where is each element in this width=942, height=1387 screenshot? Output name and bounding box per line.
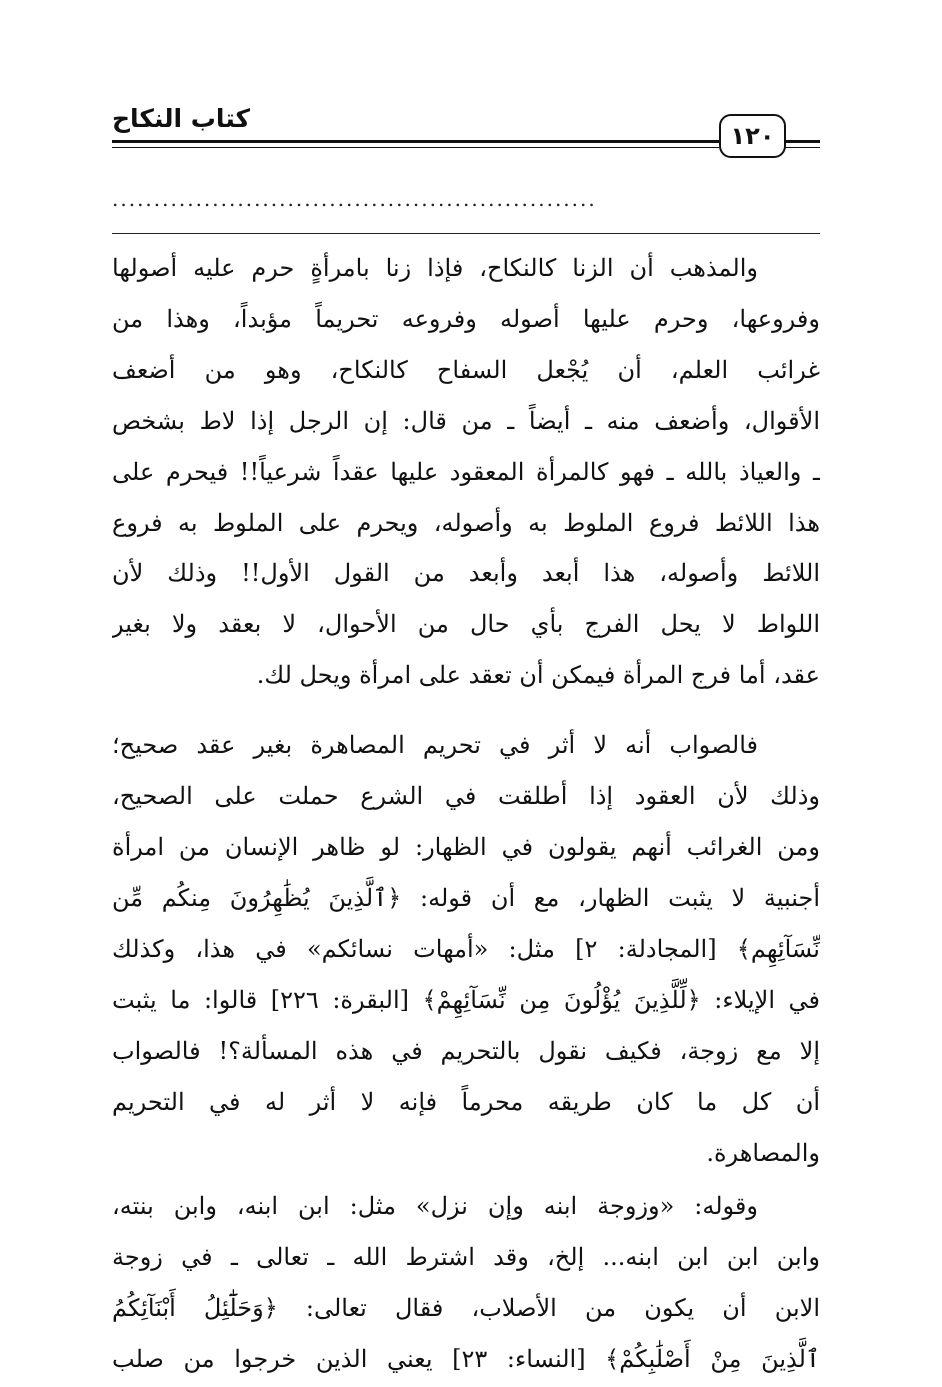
text-line: ـ والعياذ بالله ـ فهو كالمرأة المعقود عليها عقداً شرعياً!! فيحرم على	[112, 457, 820, 486]
text-line: أن كل ما كان طريقه محرماً فإنه لا أثر له في التحريم	[112, 1087, 820, 1116]
text-line: والمذهب أن الزنا كالنكاح، فإذا زنا بامرأةٍ حرم عليه أصولها	[112, 254, 758, 282]
text-line: والمصاهرة.	[706, 1138, 820, 1167]
header-rule-thick	[112, 140, 719, 143]
text-line: ومن الغرائب أنهم يقولون في الظهار: لو ظاهر الإنسان من امرأة	[112, 833, 820, 862]
text-line: هذا اللائط فروع الملوط به وأصوله، ويحرم على الملوط به فروع	[112, 508, 820, 537]
header-rule-thin	[112, 147, 719, 148]
text-line: عقد، أما فرج المرأة فيمكن أن تعقد على امرأة ويحل لك.	[256, 661, 820, 690]
text-line: اللواط لا يحل الفرج بأي حال من الأحوال، لا بعقد ولا بغير	[112, 610, 820, 639]
text-line: ٱلَّذِينَ مِنْ أَصْلَٰبِكُمْ﴾ [النساء: ٢٣] يعني الذين خرجوا من صلب	[112, 1345, 820, 1373]
text-line: نِّسَآئِهِم﴾ [المجادلة: ٢] مثل: «أمهات نسائكم» في هذا، وكذلك	[112, 934, 820, 963]
text-line: في الإيلاء: ﴿لِّلَّذِينَ يُؤْلُونَ مِن نِّسَآئِهِمْ﴾ [البقرة: ٢٢٦] قالوا: ما يثبت	[112, 985, 820, 1014]
text-line: وقوله: «وزوجة ابنه وإن نزل» مثل: ابن ابنه، وابن بنته،	[112, 1192, 758, 1221]
text-line: فالصواب أنه لا أثر في تحريم المصاهرة بغير عقد صحيح؛	[112, 731, 758, 760]
running-header-title: كتاب النكاح	[112, 104, 251, 133]
header-rule-right	[782, 140, 820, 148]
text-line: اللائط وأصوله، هذا أبعد وأبعد من القول الأول!! وذلك لأن	[112, 559, 820, 588]
text-line: وذلك لأن العقود إذا أطلقت في الشرع حملت على الصحيح،	[112, 782, 820, 811]
ellipsis-row: ..........................................................	[112, 187, 597, 211]
page-number: ١٢٠	[719, 114, 786, 158]
text-line: الأقوال، وأضعف منه ـ أيضاً ـ من قال: إن الرجل إذا لاط بشخص	[112, 406, 820, 435]
text-line: وفروعها، وحرم عليها أصوله وفروعه تحريماً مؤبداً، وهذا من	[112, 304, 820, 333]
text-line: غرائب العلم، أن يُجْعل السفاح كالنكاح، وهو من أضعف	[112, 355, 820, 384]
text-line: أجنبية لا يثبت الظهار، مع أن قوله: ﴿ٱلَّذِينَ يُظَٰهِرُونَ مِنكُم مِّن	[112, 884, 820, 912]
section-divider	[112, 233, 820, 234]
text-line: الابن أن يكون من الأصلاب، فقال تعالى: ﴿وَحَلَٰٓئِلُ أَبْنَآئِكُمُ	[112, 1294, 820, 1323]
text-line: إلا مع زوجة، فكيف نقول بالتحريم في هذه المسألة؟! فالصواب	[112, 1036, 820, 1065]
text-line: وابن ابن ابن ابنه... إلخ، وقد اشترط الله ـ تعالى ـ في زوجة	[112, 1243, 820, 1272]
